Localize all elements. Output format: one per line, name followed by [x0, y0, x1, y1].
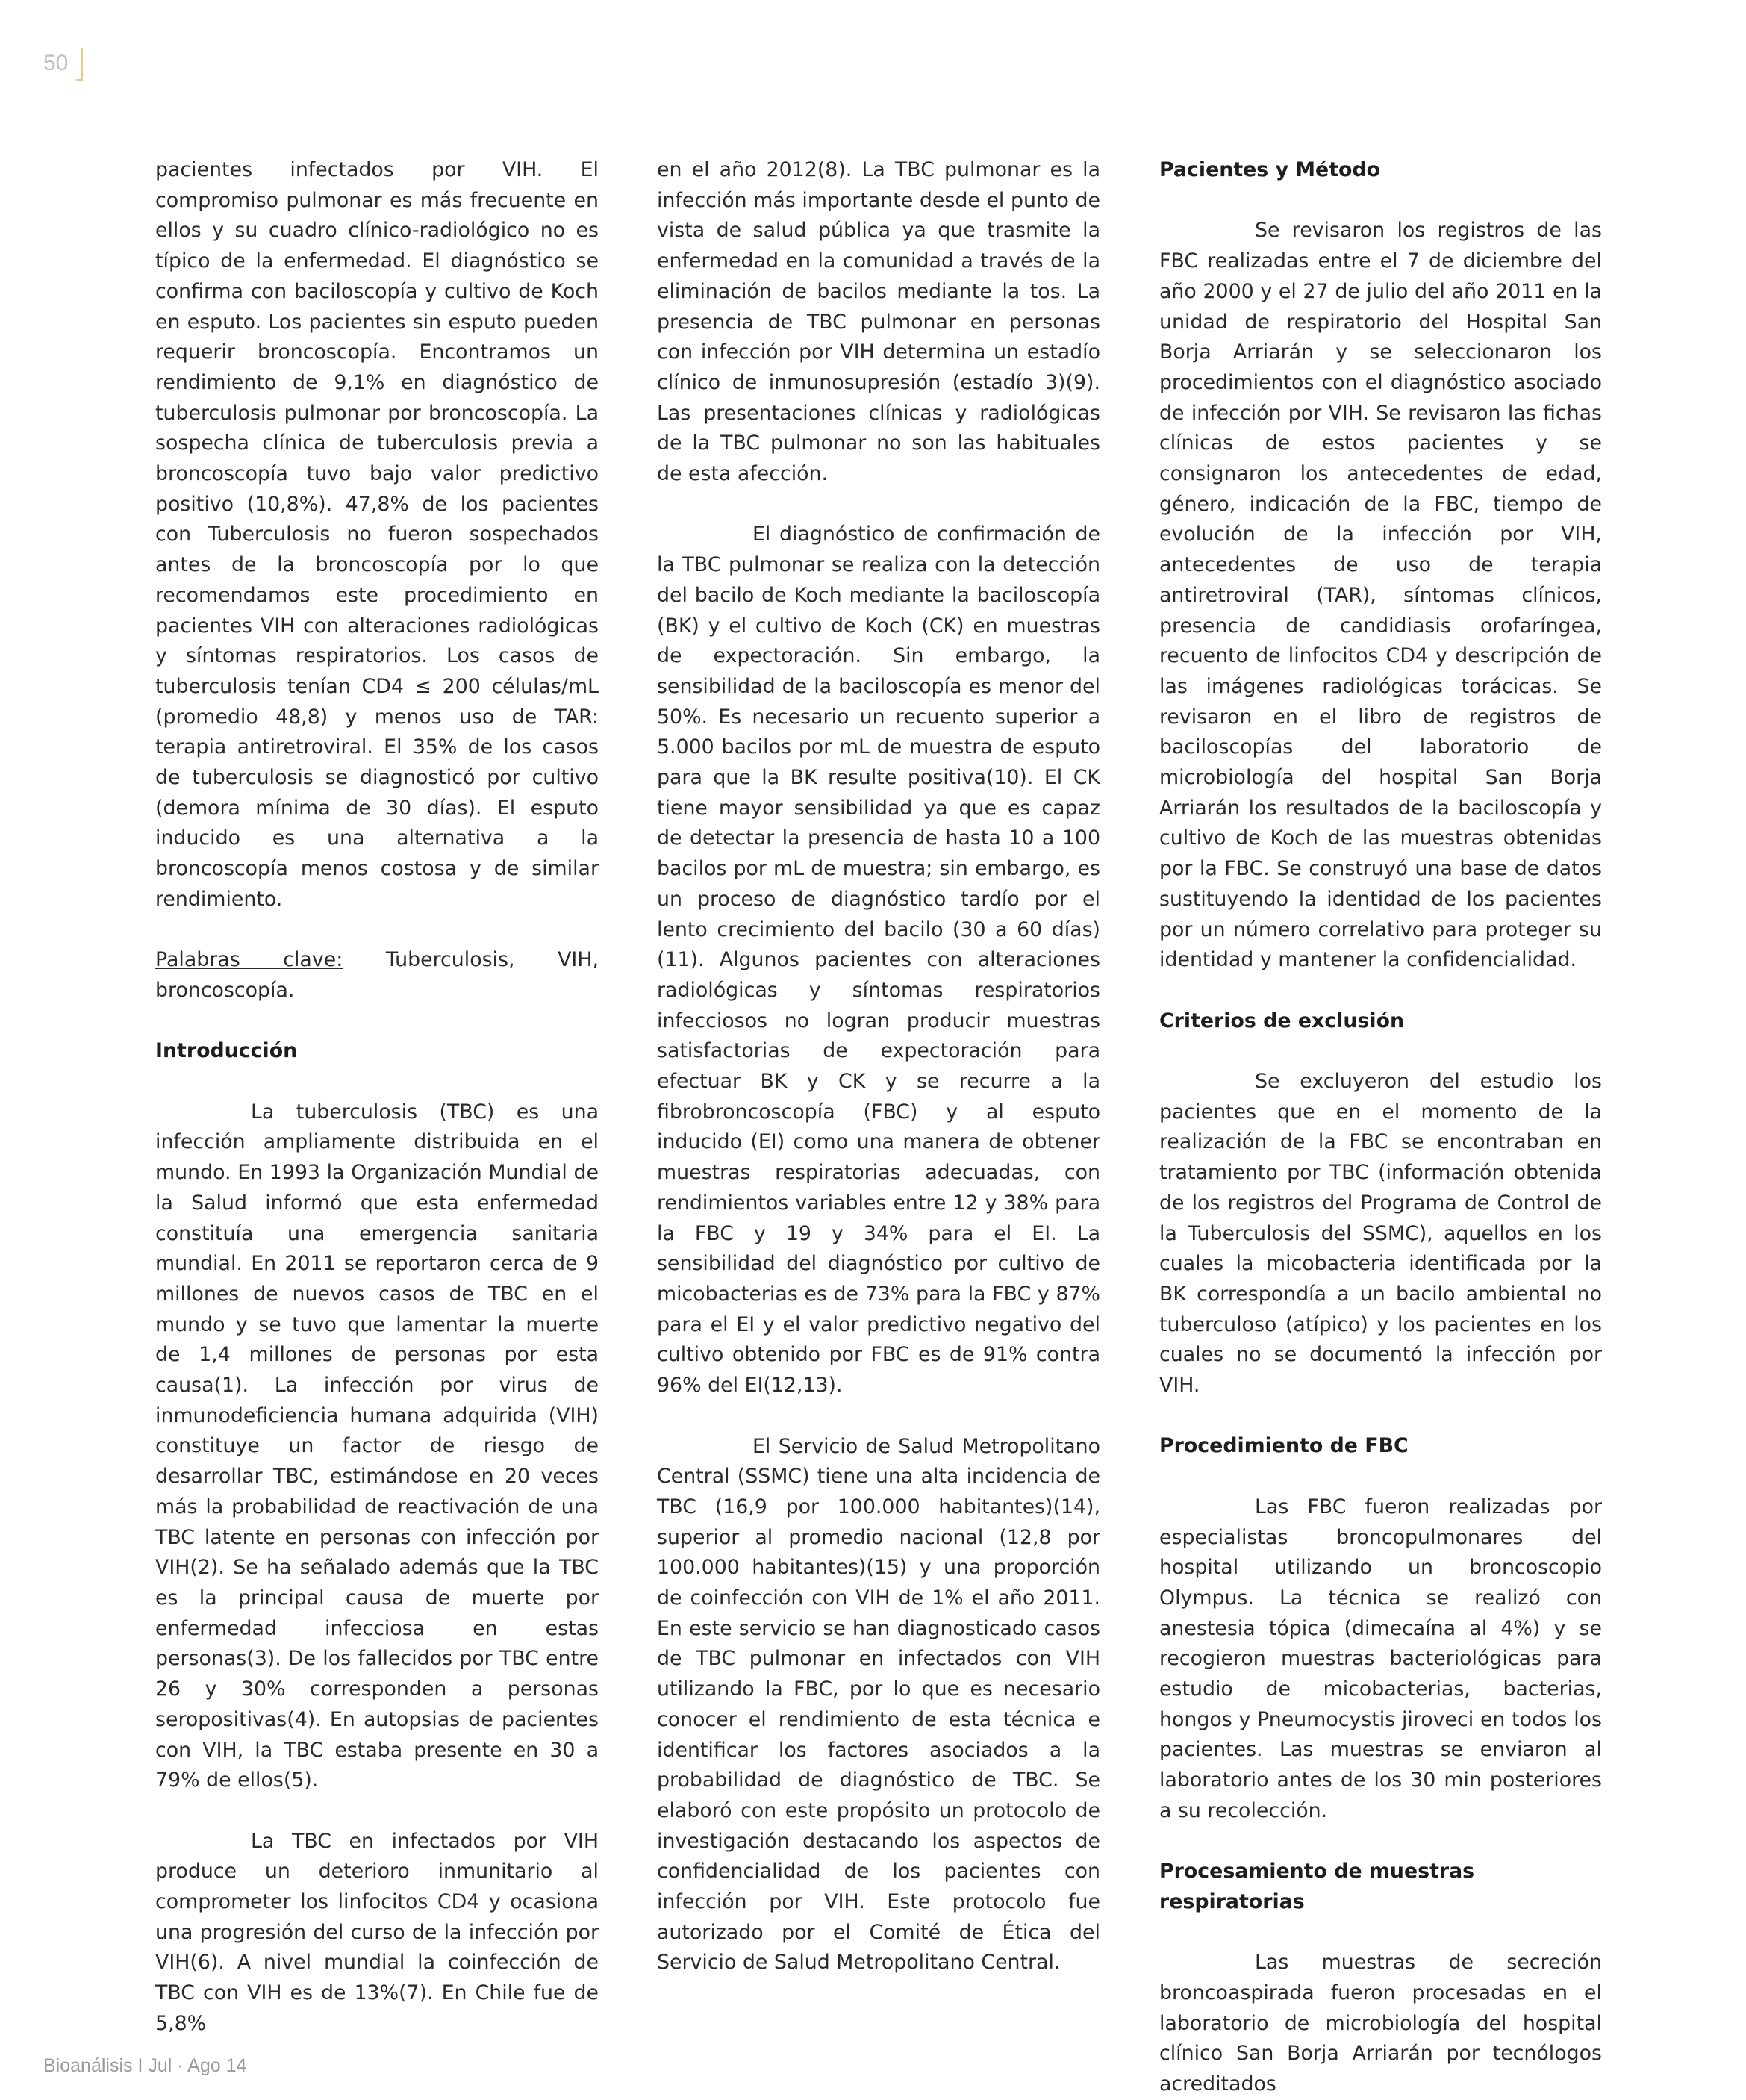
paragraph: Se excluyeron del estudio los pacientes que en el momento de la realización de la FBC se encontraban en tratamiento por TBC (información obtenida de los registros del Programa de Control de la Tuberculosis del SSMC), aquellos en los cuales la micobacteria identificada por la BK correspondía a un bacilo ambiental no tuberculoso (atípico) y los pacientes en los cuales no se documentó la infección por VIH.: [1159, 1070, 1602, 1398]
paragraph: Las muestras de secreción broncoaspirada fueron procesadas en el laboratorio de microbiología del hospital clínico San Borja Arriarán por tecnólogos acreditados: [1159, 1951, 1602, 2096]
journal-footer: Bioanálisis I Jul · Ago 14: [43, 2055, 247, 2076]
keywords: [155, 945, 599, 1006]
text-column-2: [657, 155, 1100, 1978]
abstract-text: pacientes infectados por VIH. El compromiso pulmonar es más frecuente en ellos y su cuadro clínico-radiológico no es típico de la enfermedad. El diagnóstico se confirma con baciloscopía y cultivo de Koch en esputo. Los pacientes sin esputo pueden requerir broncoscopía. Encontramos un rendimiento de 9,1% en diagnóstico de tuberculosis pulmonar por broncoscopía. La sospecha clínica de tuberculosis previa a broncoscopía tuvo bajo valor predictivo positivo (10,8%). 47,8% de los pacientes con Tuberculosis no fueron sospechados antes de la broncoscopía por lo que recomendamos este procedimiento en pacientes VIH con alteraciones radiológicas y síntomas respiratorios. Los casos de tuberculosis tenían CD4 ≤ 200 células/mL (promedio 48,8) y menos uso de TAR: terapia antiretroviral. El 35% de los casos de tuberculosis se diagnosticó por cultivo (demora mínima de 30 días). El esputo inducido es una alternativa a la broncoscopía menos costosa y de similar rendimiento.: [155, 158, 599, 911]
paragraph: en el año 2012(8). La TBC pulmonar es la infección más importante desde el punto de vista de salud pública ya que trasmite la enfermedad en la comunidad a través de la eliminación de bacilos mediante la tos. La presencia de TBC pulmonar en personas con infección por VIH determina un estadío clínico de inmunosupresión (estadío 3)(9). Las presentaciones clínicas y radiológicas de la TBC pulmonar no son las habituales de esta afección.: [657, 158, 1100, 486]
section-heading-procedimiento-fbc: Procedimiento de FBC: [1159, 1434, 1409, 1458]
section-heading-criterios-exclusion: Criterios de exclusión: [1159, 1009, 1405, 1032]
paragraph: La tuberculosis (TBC) es una infección ampliamente distribuida en el mundo. En 1993 la Organización Mundial de la Salud informó que esta enfermedad constituía una emergencia sanitaria mundial. En 2011 se reportaron cerca de 9 millones de nuevos casos de TBC en el mundo y se tuvo que lamentar la muerte de 1,4 millones de personas por esta causa(1). La infección por virus de inmunodeficiencia humana adquirida (VIH) constituye un factor de riesgo de desarrollar TBC, estimándose en 20 veces más la probabilidad de reactivación de una TBC latente en personas con infección por VIH(2). Se ha señalado además que la TBC es la principal causa de muerte por enfermedad infecciosa en estas personas(3). De los fallecidos por TBC entre 26 y 30% corresponden a personas seropositivas(4). En autopsias de pacientes con VIH, la TBC estaba presente en 30 a 79% de ellos(5).: [155, 1100, 599, 1792]
paragraph: La TBC en infectados por VIH produce un deterioro inmunitario al comprometer los linfocitos CD4 y ocasiona una progresión del curso de la infección por VIH(6). A nivel mundial la coinfección de TBC con VIH es de 13%(7). En Chile fue de 5,8%: [155, 1829, 599, 2035]
page-number: 50: [43, 46, 81, 81]
text-column-1: [155, 155, 599, 2040]
paragraph: El Servicio de Salud Metropolitano Central (SSMC) tiene una alta incidencia de TBC (16,9 por 100.000 habitantes)(14), superior al promedio nacional (12,8 por 100.000 habitantes)(15) y una proporción de coinfección con VIH de 1% el año 2011. En este servicio se han diagnosticado casos de TBC pulmonar en infectados con VIH utilizando la FBC, por lo que es necesario conocer el rendimiento de esta técnica e identificar los factores asociados a la probabilidad de diagnóstico de TBC. Se elaboró con este propósito un protocolo de investigación destacando los aspectos de confidencialidad de los pacientes con infección por VIH. Este protocolo fue autorizado por el Comité de Ética del Servicio de Salud Metropolitano Central.: [657, 1434, 1100, 1975]
section-heading-introduccion: Introducción: [155, 1039, 298, 1063]
keywords-text: Tuberculosis, VIH, broncoscopía.: [155, 948, 599, 1002]
section-heading-procesamiento-muestras: Procesamiento de muestras respiratorias: [1159, 1860, 1475, 1913]
paragraph: Se revisaron los registros de las FBC realizadas entre el 7 de diciembre del año 2000 y el 27 de julio del año 2011 en la unidad de respiratorio del Hospital San Borja Arriarán y se seleccionaron los procedimientos con el diagnóstico asociado de infección por VIH. Se revisaron las fichas clínicas de estos pacientes y se consignaron los antecedentes de edad, género, indicación de la FBC, tiempo de evolución de la infección por VIH, antecedentes de uso de terapia antiretroviral (TAR), síntomas clínicos, presencia de candidiasis orofaríngea, recuento de linfocitos CD4 y descripción de las imágenes radiológicas torácicas. Se revisaron en el libro de registros de baciloscopías del laboratorio de microbiología del hospital San Borja Arriarán los resultados de la baciloscopía y cultivo de Koch de las muestras obtenidas por la FBC. Se construyó una base de datos sustituyendo la identidad de los pacientes por un número correlativo para proteger su identidad y mantener la confidencialidad.: [1159, 219, 1602, 972]
text-column-3: [1159, 155, 1602, 2100]
section-heading-pacientes-metodo: Pacientes y Método: [1159, 158, 1381, 181]
paragraph: Las FBC fueron realizadas por especialistas broncopulmonares del hospital utilizando un broncoscopio Olympus. La técnica se realizó con anestesia tópica (dimecaína al 4%) y se recogieron muestras bacteriológicas para estudio de micobacterias, bacterias, hongos y Pneumocystis jiroveci en todos los pacientes. Las muestras se enviaron al laboratorio antes de los 30 min posteriores a su recolección.: [1159, 1495, 1602, 1822]
keywords-label: Palabras clave:: [155, 948, 343, 972]
paragraph: El diagnóstico de confirmación de la TBC pulmonar se realiza con la detección del bacilo de Koch mediante la baciloscopía (BK) y el cultivo de Koch (CK) en muestras de expectoración. Sin embargo, la sensibilidad de la baciloscopía es menor del 50%. Es necesario un recuento superior a 5.000 bacilos por mL de muestra de esputo para que la BK resulte positiva(10). El CK tiene mayor sensibilidad ya que es capaz de detectar la presencia de hasta 10 a 100 bacilos por mL de muestra; sin embargo, es un proceso de diagnóstico tardío por el lento crecimiento del bacilo (30 a 60 días)(11). Algunos pacientes con alteraciones radiológicas y síntomas respiratorios infecciosos no logran producir muestras satisfactorias de expectoración para efectuar BK y CK y se recurre a la fibrobroncoscopía (FBC) y al esputo inducido (EI) como una manera de obtener muestras respiratorias adecuadas, con rendimientos variables entre 12 y 38% para la FBC y 19 y 34% para el EI. La sensibilidad del diagnóstico por cultivo de micobacterias es de 73% para la FBC y 87% para el EI y el valor predictivo negativo del cultivo obtenido por FBC es de 91% contra 96% del EI(12,13).: [657, 523, 1100, 1398]
